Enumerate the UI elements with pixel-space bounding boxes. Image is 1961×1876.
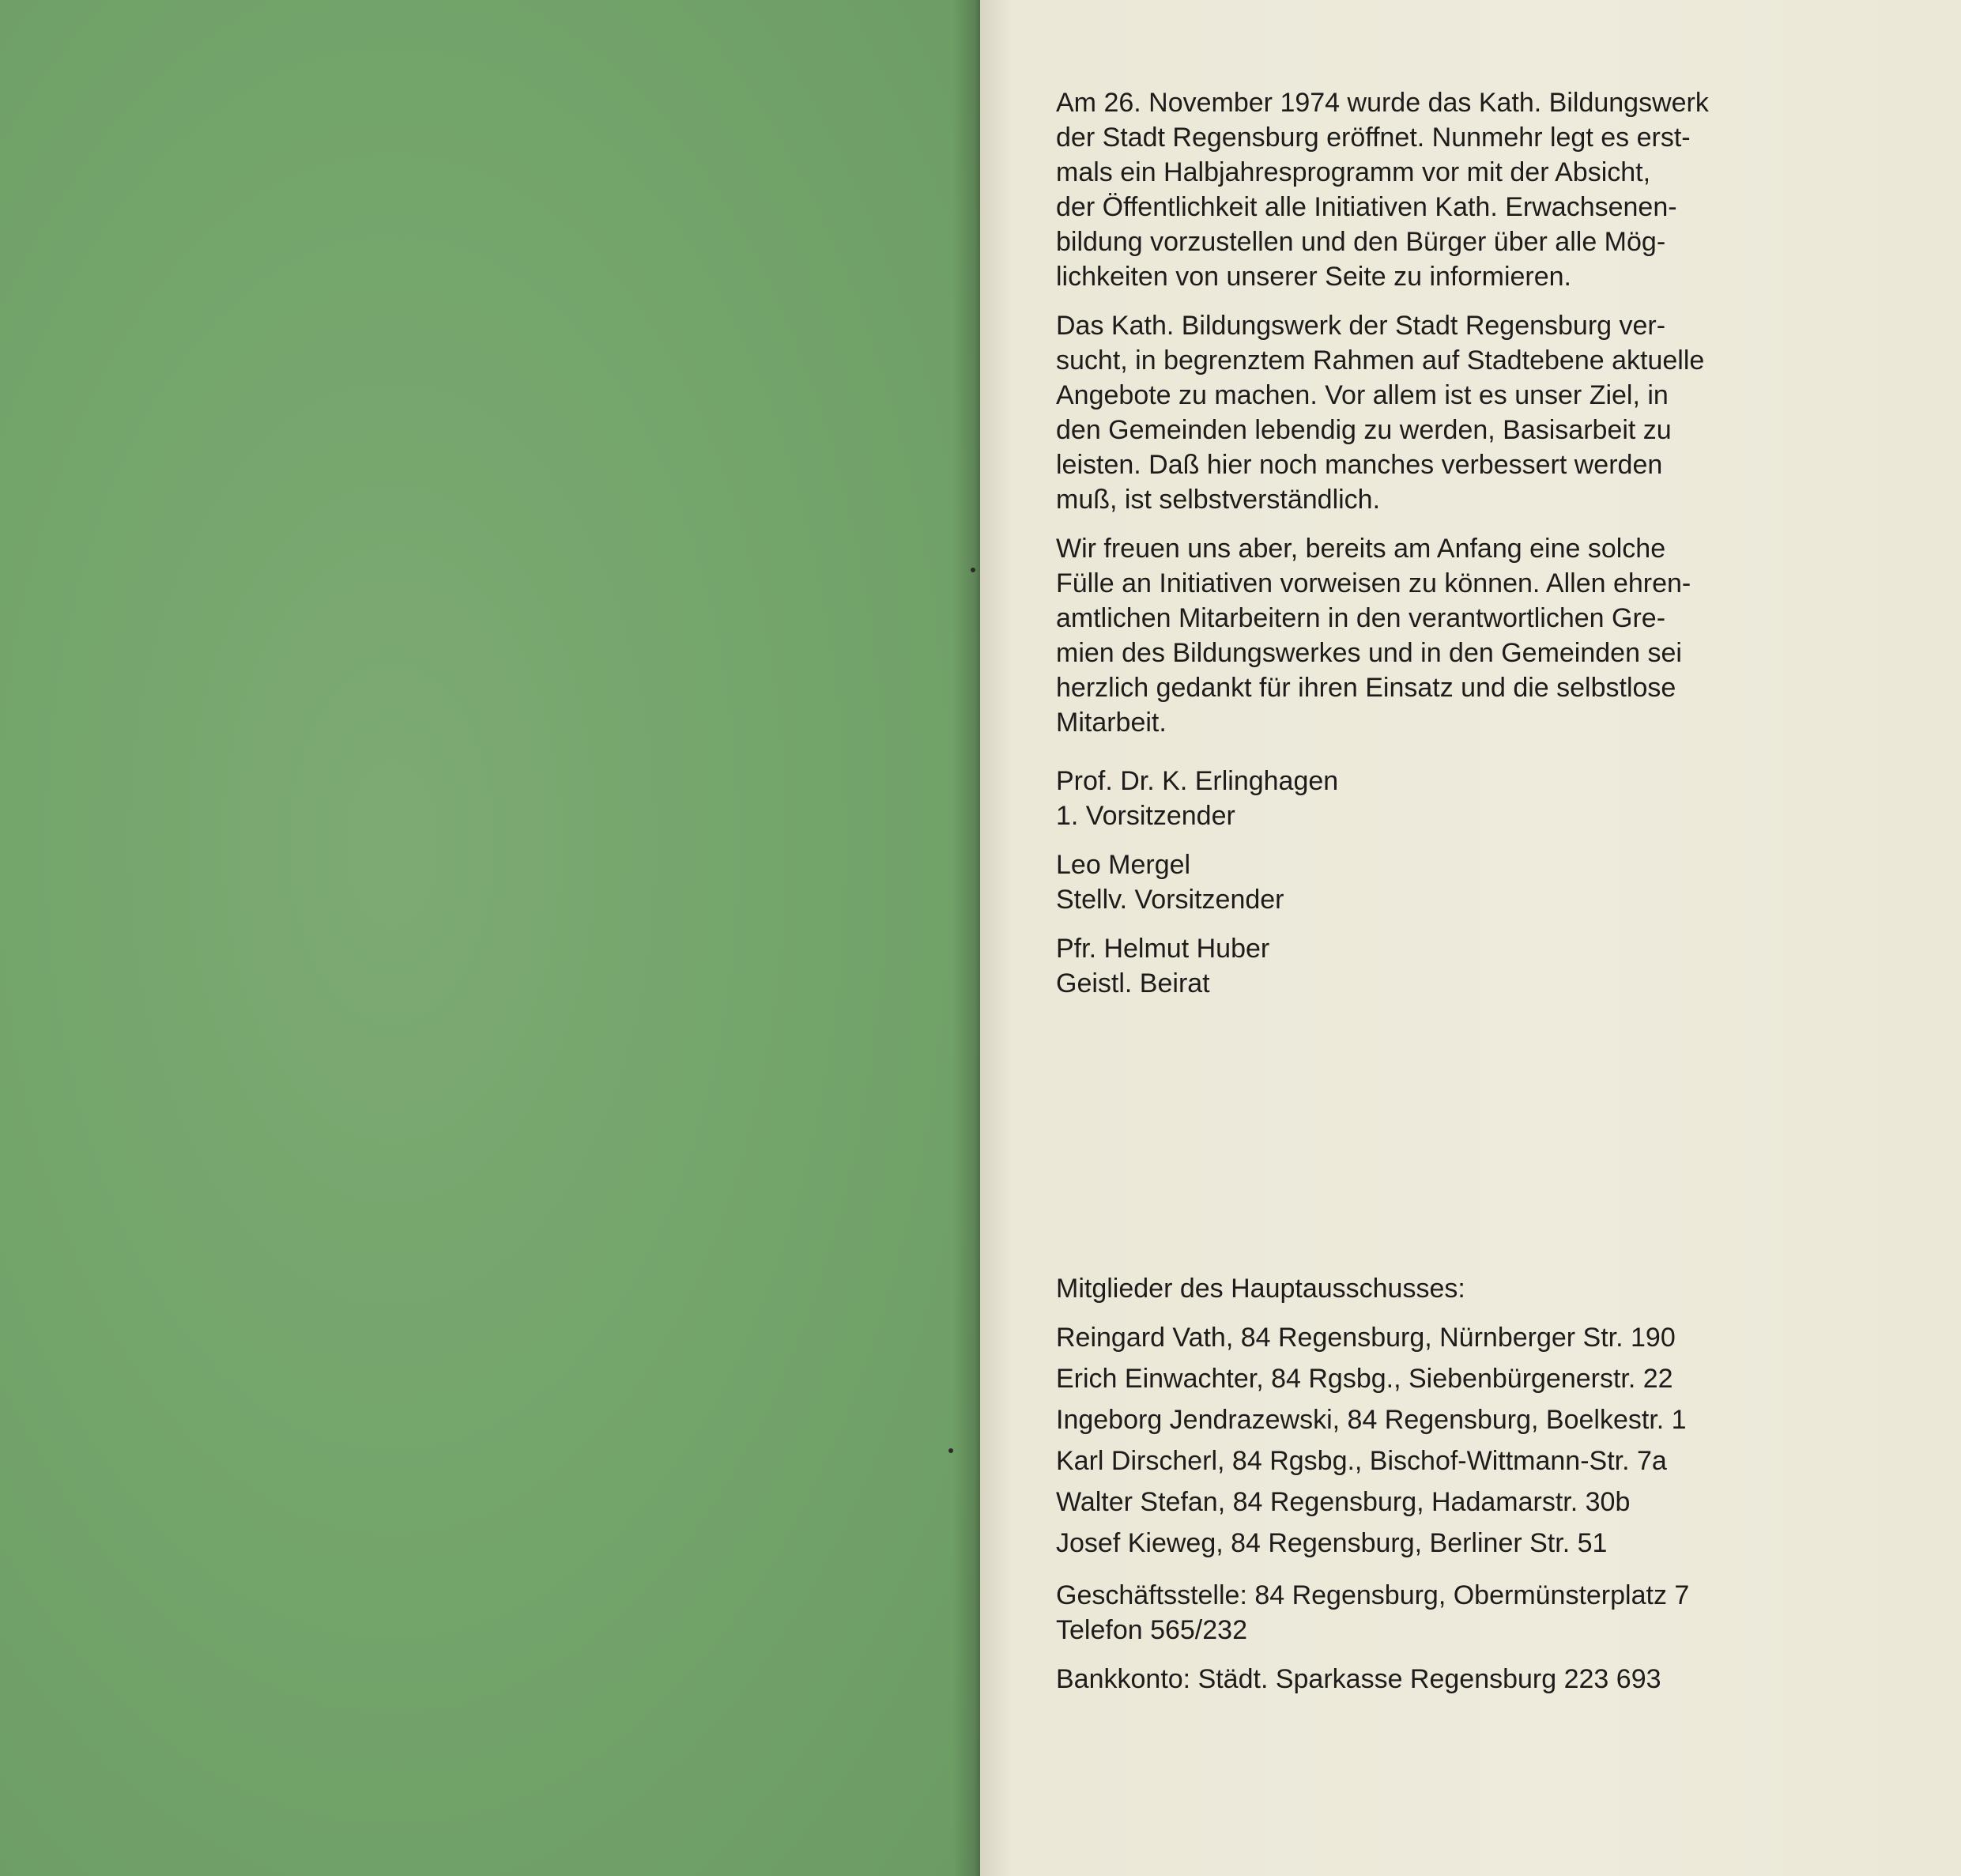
members-heading: Mitglieder des Hauptausschusses: (1056, 1274, 1465, 1304)
text-line: Das Kath. Bildungswerk der Stadt Regensburg ver- (1056, 311, 1666, 341)
text-line: bildung vorzustellen und den Bürger über alle Mög- (1056, 227, 1666, 257)
page-content (1056, 85, 1815, 1697)
text-line: Fülle an Initiativen vorweisen zu können. Allen ehren- (1056, 568, 1691, 598)
signatory-title: Stellv. Vorsitzender (1056, 885, 1284, 915)
signatory-name: Prof. Dr. K. Erlinghagen (1056, 766, 1339, 796)
text-line: Angebote zu machen. Vor allem ist es unser Ziel, in (1056, 380, 1669, 410)
phone-number: Telefon 565/232 (1056, 1615, 1247, 1645)
members-list (1056, 1317, 1815, 1564)
signatory-3 (1056, 931, 1815, 1001)
member-entry: Reingard Vath, 84 Regensburg, Nürnberger Str. 190 (1056, 1323, 1676, 1353)
member-entry: Walter Stefan, 84 Regensburg, Hadamarstr. 30b (1056, 1487, 1631, 1517)
office-address: Geschäftsstelle: 84 Regensburg, Obermünsterplatz 7 (1056, 1580, 1690, 1610)
green-cover-page (0, 0, 980, 1876)
text-line: sucht, in begrenztem Rahmen auf Stadtebene aktuelle (1056, 345, 1705, 376)
signatory-name: Pfr. Helmut Huber (1056, 934, 1270, 964)
signatory-name: Leo Mergel (1056, 850, 1191, 880)
text-line: herzlich gedankt für ihren Einsatz und die selbstlose (1056, 673, 1676, 703)
text-line: den Gemeinden lebendig zu werden, Basisarbeit zu (1056, 415, 1672, 445)
text-line: Am 26. November 1974 wurde das Kath. Bildungswerk (1056, 88, 1709, 118)
text-line: mien des Bildungswerkes und in den Gemeinden sei (1056, 638, 1682, 668)
intro-paragraph-1 (1056, 85, 1815, 294)
intro-paragraph-3 (1056, 531, 1815, 740)
signatory-title: Geistl. Beirat (1056, 968, 1210, 998)
intro-paragraph-2 (1056, 308, 1815, 517)
staple-mark-lower (948, 1448, 953, 1453)
text-line: amtlichen Mitarbeitern in den verantwortlichen Gre- (1056, 603, 1666, 633)
member-entry: Ingeborg Jendrazewski, 84 Regensburg, Boelkestr. 1 (1056, 1405, 1687, 1435)
text-line: Mitarbeit. (1056, 708, 1167, 738)
signatory-2 (1056, 847, 1815, 917)
text-line: mals ein Halbjahresprogramm vor mit der Absicht, (1056, 157, 1651, 187)
text-line: Wir freuen uns aber, bereits am Anfang eine solche (1056, 534, 1666, 564)
text-line: lichkeiten von unserer Seite zu informieren. (1056, 262, 1571, 292)
text-line: der Öffentlichkeit alle Initiativen Kath. Erwachsenen- (1056, 192, 1677, 222)
cover-fold-shadow (952, 0, 984, 1876)
member-entry: Erich Einwachter, 84 Rgsbg., Siebenbürgenerstr. 22 (1056, 1364, 1673, 1394)
member-entry: Josef Kieweg, 84 Regensburg, Berliner Str. 51 (1056, 1528, 1608, 1558)
text-line: muß, ist selbstverständlich. (1056, 485, 1381, 515)
bank-account: Bankkonto: Städt. Sparkasse Regensburg 223 693 (1056, 1664, 1661, 1694)
contact-block (1056, 1578, 1815, 1697)
text-line: leisten. Daß hier noch manches verbessert werden (1056, 450, 1663, 480)
signatory-title: 1. Vorsitzender (1056, 801, 1235, 831)
text-line: der Stadt Regensburg eröffnet. Nunmehr legt es erst- (1056, 123, 1691, 153)
signatory-1 (1056, 764, 1815, 833)
staple-mark-upper (971, 568, 975, 572)
member-entry: Karl Dirscherl, 84 Rgsbg., Bischof-Wittmann-Str. 7a (1056, 1446, 1667, 1476)
